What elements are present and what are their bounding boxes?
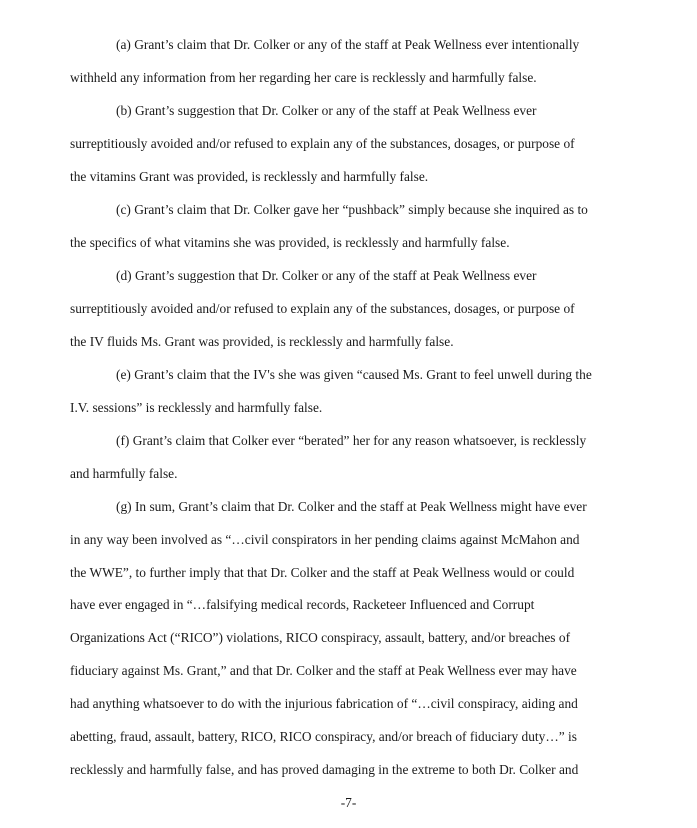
page-number: -7-	[340, 795, 357, 810]
paragraph-c-line-2: the specifics of what vitamins she was provided, is recklessly and harmfully false.	[70, 235, 510, 250]
paragraph-g-line-1: (g) In sum, Grant’s claim that Dr. Colker and the staff at Peak Wellness might have ever	[116, 499, 587, 514]
paragraph-g-line-2: in any way been involved as “…civil conspirators in her pending claims against McMahon and	[70, 532, 580, 547]
paragraph-g-line-6: fiduciary against Ms. Grant,” and that Dr. Colker and the staff at Peak Wellness ever may have	[70, 663, 577, 678]
paragraph-b-line-2: surreptitiously avoided and/or refused to explain any of the substances, dosages, or purpose of	[70, 136, 575, 151]
paragraph-b-line-3: the vitamins Grant was provided, is recklessly and harmfully false.	[70, 169, 429, 184]
paragraph-e-line-2: I.V. sessions” is recklessly and harmfully false.	[70, 400, 323, 415]
paragraph-a-line-2: withheld any information from her regarding her care is recklessly and harmfully false.	[70, 70, 537, 85]
paragraph-g-line-3: the WWE”, to further imply that that Dr. Colker and the staff at Peak Wellness would or could	[70, 565, 575, 580]
paragraph-g-line-4: have ever engaged in “…falsifying medical records, Racketeer Influenced and Corrupt	[70, 597, 535, 612]
paragraph-f-line-1: (f) Grant’s claim that Colker ever “berated” her for any reason whatsoever, is recklessly	[116, 433, 587, 448]
paragraph-d-line-2: surreptitiously avoided and/or refused to explain any of the substances, dosages, or purpose of	[70, 301, 575, 316]
paragraph-d-line-1: (d) Grant’s suggestion that Dr. Colker or any of the staff at Peak Wellness ever	[116, 268, 537, 283]
paragraph-c-line-1: (c) Grant’s claim that Dr. Colker gave her “pushback” simply because she inquired as to	[116, 202, 588, 217]
paragraph-g-line-9: recklessly and harmfully false, and has proved damaging in the extreme to both Dr. Colker and	[70, 762, 579, 777]
paragraph-g-line-5: Organizations Act (“RICO”) violations, RICO conspiracy, assault, battery, and/or breaches of	[70, 630, 571, 645]
paragraph-g-line-7: had anything whatsoever to do with the injurious fabrication of “…civil conspiracy, aiding and	[70, 696, 578, 711]
paragraph-a-line-1: (a) Grant’s claim that Dr. Colker or any of the staff at Peak Wellness ever intentionally	[116, 37, 580, 52]
paragraph-b-line-1: (b) Grant’s suggestion that Dr. Colker or any of the staff at Peak Wellness ever	[116, 103, 537, 118]
paragraph-d-line-3: the IV fluids Ms. Grant was provided, is recklessly and harmfully false.	[70, 334, 454, 349]
paragraph-g-line-8: abetting, fraud, assault, battery, RICO, RICO conspiracy, and/or breach of fiduciary duty…” is	[70, 729, 577, 744]
paragraph-e-line-1: (e) Grant’s claim that the IV's she was given “caused Ms. Grant to feel unwell during the	[116, 367, 592, 382]
paragraph-f-line-2: and harmfully false.	[70, 466, 178, 481]
